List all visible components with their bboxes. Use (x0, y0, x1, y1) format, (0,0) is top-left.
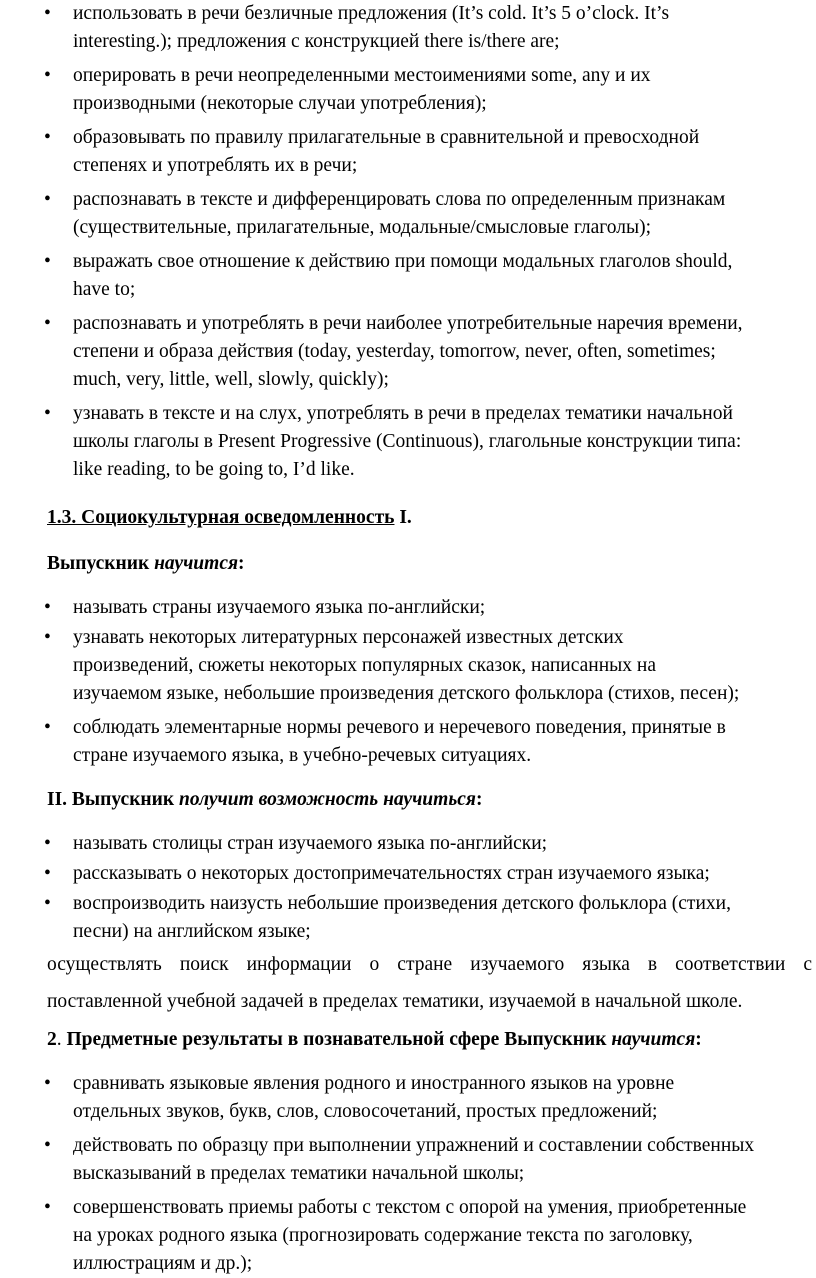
bullet-mark: • (44, 1073, 51, 1094)
list-item (0, 860, 816, 888)
bullet-mark: • (44, 893, 51, 914)
list-item (0, 594, 816, 622)
list-item (0, 1070, 816, 1126)
list-item (0, 890, 816, 946)
item-line: иллюстрациям и др.); (73, 1253, 253, 1274)
heading-colon: : (695, 1029, 702, 1050)
cognitive-results-heading (0, 1026, 816, 1054)
heading-italic-text: научится (611, 1029, 696, 1050)
heading-bold-text: Предметные результаты в познавательной сфере Выпускник (66, 1029, 612, 1050)
item-line: высказываний в пределах тематики начальной школы; (73, 1163, 525, 1184)
item-line: have to; (73, 279, 136, 300)
item-line: распознавать и употреблять в речи наиболее употребительные наречия времени, (73, 313, 743, 334)
item-line: произведений, сюжеты некоторых популярных сказок, написанных на (73, 655, 656, 676)
list-item (0, 124, 816, 180)
item-line: называть столицы стран изучаемого языка по-английски; (73, 833, 548, 854)
heading-italic-text: научится (154, 553, 239, 574)
item-line: называть страны изучаемого языка по-английски; (73, 597, 486, 618)
item-line: степени и образа действия (today, yesterday, tomorrow, never, often, sometimes; (73, 341, 716, 362)
bullet-mark: • (44, 1135, 51, 1156)
list-item (0, 830, 816, 858)
cognitive-skills-list (0, 1070, 816, 1278)
item-line: соблюдать элементарные нормы речевого и неречевого поведения, принятые в (73, 717, 726, 738)
grammar-skills-list (0, 0, 816, 484)
item-line: изучаемом языке, небольшие произведения детского фольклора (стихов, песен); (73, 683, 740, 704)
section-title: 1.3. Социокультурная осведомленность (47, 507, 395, 528)
bullet-mark: • (44, 1197, 51, 1218)
item-line: стране изучаемого языка, в учебно-речевых ситуациях. (73, 745, 532, 766)
section-heading-sociocultural (0, 504, 816, 532)
heading-bold-text: II. Выпускник (47, 789, 180, 810)
heading-dot: . (56, 1029, 67, 1050)
item-line: совершенствовать приемы работы с текстом с опорой на умения, приобретенные (73, 1197, 747, 1218)
item-line: распознавать в тексте и дифференцировать слова по определенным признакам (73, 189, 726, 210)
item-line: воспроизводить наизусть небольшие произведения детского фольклора (стихи, (73, 893, 731, 914)
list-item (0, 624, 816, 708)
item-line: сравнивать языковые явления родного и иностранного языков на уровне (73, 1073, 675, 1094)
bullet-mark: • (44, 189, 51, 210)
item-line: (существительные, прилагательные, модальные/смысловые глаголы); (73, 217, 651, 238)
item-line: рассказывать о некоторых достопримечательностях стран изучаемого языка; (73, 863, 710, 884)
bullet-mark: • (44, 597, 51, 618)
item-line: песни) на английском языке; (73, 921, 311, 942)
item-line: на уроках родного языка (прогнозировать содержание текста по заголовку, (73, 1225, 693, 1246)
graduate-learns-heading (0, 550, 816, 578)
bullet-mark: • (44, 313, 51, 334)
bullet-mark: • (44, 717, 51, 738)
info-search-paragraph (0, 946, 816, 1020)
item-line: узнавать в тексте и на слух, употреблять в речи в пределах тематики начальной (73, 403, 733, 424)
heading-colon: : (475, 789, 483, 810)
bullet-mark: • (44, 3, 51, 24)
bullet-mark: • (44, 833, 51, 854)
item-line: выражать свое отношение к действию при помощи модальных глаголов should, (73, 251, 733, 272)
list-item (0, 714, 816, 770)
item-line: использовать в речи безличные предложения (It’s cold. It’s 5 o’clock. It’s (73, 3, 670, 24)
item-line: производными (некоторые случаи употребления); (73, 93, 487, 114)
heading-number: 2 (47, 1029, 57, 1050)
bullet-mark: • (44, 251, 51, 272)
item-line: much, very, little, well, slowly, quickly); (73, 369, 389, 390)
list-item (0, 62, 816, 118)
bullet-mark: • (44, 65, 51, 86)
list-item (0, 310, 816, 394)
heading-colon: : (238, 553, 245, 574)
paragraph-line: осуществлять поиск информации о стране изучаемого языка в соответствии с (47, 954, 812, 975)
item-line: оперировать в речи неопределенными местоимениями some, any и их (73, 65, 651, 86)
item-line: interesting.); предложения с конструкцией there is/there are; (73, 31, 560, 52)
heading-italic-text: получит возможность научиться (179, 789, 476, 810)
bullet-mark: • (44, 403, 51, 424)
item-line: отдельных звуков, букв, слов, словосочетаний, простых предложений; (73, 1101, 658, 1122)
sociocultural-skills-list (0, 594, 816, 770)
opportunity-heading (0, 786, 816, 814)
item-line: like reading, to be going to, I’d like. (73, 459, 355, 480)
opportunity-skills-list (0, 830, 816, 946)
list-item (0, 400, 816, 484)
item-line: степенях и употреблять их в речи; (73, 155, 358, 176)
item-line: школы глаголы в Present Progressive (Continuous), глагольные конструкции типа: (73, 431, 742, 452)
section-suffix: I. (394, 507, 412, 528)
item-line: действовать по образцу при выполнении упражнений и составлении собственных (73, 1135, 755, 1156)
item-line: образовывать по правилу прилагательные в сравнительной и превосходной (73, 127, 700, 148)
list-item (0, 248, 816, 304)
bullet-mark: • (44, 863, 51, 884)
bullet-mark: • (44, 627, 51, 648)
bullet-mark: • (44, 127, 51, 148)
heading-bold-text: Выпускник (47, 553, 155, 574)
list-item (0, 1132, 816, 1188)
list-item (0, 186, 816, 242)
paragraph-line: поставленной учебной задачей в пределах тематики, изучаемой в начальной школе. (47, 991, 743, 1012)
list-item (0, 1194, 816, 1278)
item-line: узнавать некоторых литературных персонажей известных детских (73, 627, 624, 648)
list-item (0, 0, 816, 56)
